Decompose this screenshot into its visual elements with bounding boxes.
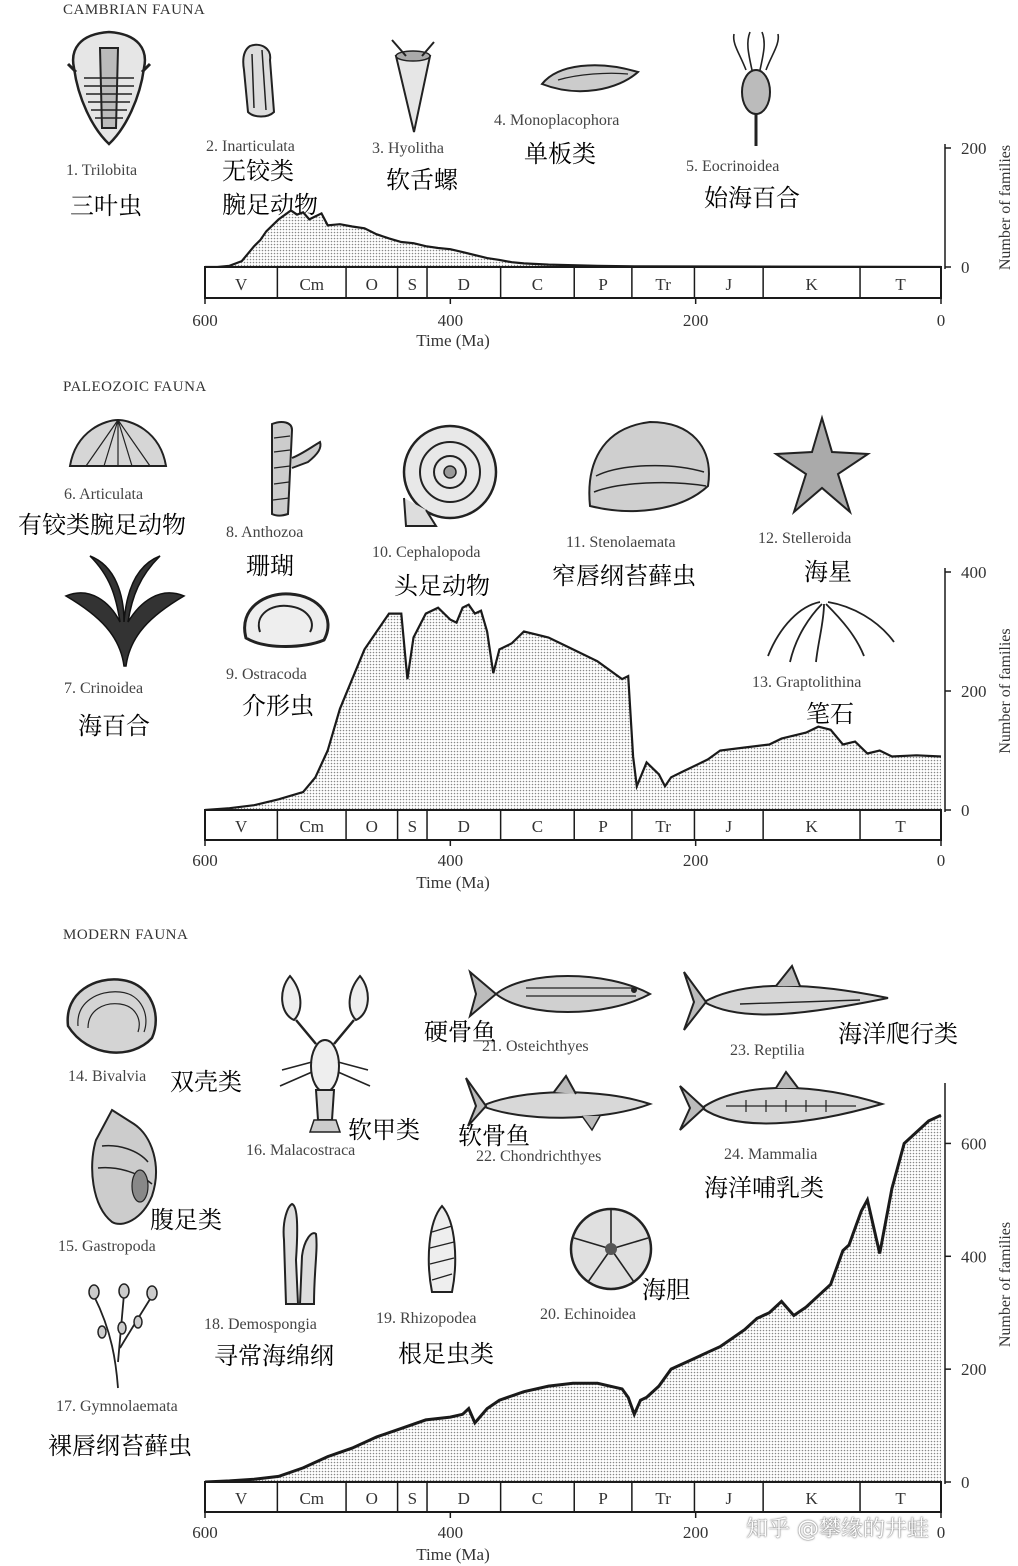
period-label: S xyxy=(407,817,418,836)
panel-title: MODERN FAUNA xyxy=(63,927,189,943)
y-tick-label: 200 xyxy=(961,139,987,158)
taxon-latin: 23. Reptilia xyxy=(730,1042,805,1059)
taxon-chinese: 软舌螺 xyxy=(386,166,458,194)
taxon-latin: 10. Cephalopoda xyxy=(372,544,481,561)
x-tick-label: 0 xyxy=(936,1523,946,1542)
y-axis-label: Number of families xyxy=(997,628,1014,754)
taxon-chinese: 双壳类 xyxy=(170,1068,242,1096)
panel-title: CAMBRIAN FAUNA xyxy=(63,2,206,18)
taxon-latin: 22. Chondrichthyes xyxy=(476,1148,602,1165)
period-label: K xyxy=(805,1489,818,1508)
taxon-latin: 1. Trilobita xyxy=(66,162,138,179)
period-label: K xyxy=(805,817,818,836)
taxon-chinese: 海洋哺乳类 xyxy=(704,1174,824,1202)
taxon-chinese: 海洋爬行类 xyxy=(838,1020,958,1048)
taxon-latin: 15. Gastropoda xyxy=(58,1238,156,1255)
taxon-chinese: 介形虫 xyxy=(242,692,314,720)
taxon-chinese: 寻常海绵纲 xyxy=(214,1342,334,1370)
taxon-chinese: 无铰类 腕足动物 xyxy=(222,157,318,219)
taxon-latin: 9. Ostracoda xyxy=(226,666,307,683)
taxon-latin: 8. Anthozoa xyxy=(226,524,304,541)
y-tick-label: 0 xyxy=(961,258,970,277)
taxon-latin: 6. Articulata xyxy=(64,486,144,503)
period-label: C xyxy=(531,817,544,836)
period-label: K xyxy=(805,275,818,294)
period-label: O xyxy=(365,817,378,836)
x-axis-label: Time (Ma) xyxy=(416,331,490,350)
y-axis-label: Number of families xyxy=(997,144,1014,271)
diversity-area xyxy=(205,1115,941,1482)
x-tick-label: 0 xyxy=(936,311,946,330)
taxon-latin: 24. Mammalia xyxy=(724,1146,818,1163)
taxon-latin: 20. Echinoidea xyxy=(540,1306,636,1323)
taxon-chinese: 裸唇纲苔藓虫 xyxy=(48,1432,192,1460)
x-tick-label: 0 xyxy=(936,851,946,870)
x-tick-label: 600 xyxy=(192,1523,218,1542)
period-label: D xyxy=(457,275,470,294)
period-label: D xyxy=(457,1489,470,1508)
x-tick-label: 400 xyxy=(437,311,464,330)
taxon-chinese: 海星 xyxy=(804,558,852,586)
period-label: Tr xyxy=(655,275,671,294)
period-label: V xyxy=(235,275,248,294)
taxon-latin: 21. Osteichthyes xyxy=(482,1038,589,1055)
taxon-chinese: 窄唇纲苔藓虫 xyxy=(552,562,696,590)
period-label: O xyxy=(365,275,378,294)
y-tick-label: 400 xyxy=(961,1247,987,1267)
taxon-latin: 14. Bivalvia xyxy=(68,1068,147,1085)
period-label: S xyxy=(407,275,418,294)
taxon-chinese: 硬骨鱼 xyxy=(424,1018,496,1046)
period-label: Cm xyxy=(299,275,325,294)
y-tick-label: 200 xyxy=(961,682,987,701)
x-tick-label: 400 xyxy=(437,1523,464,1542)
x-tick-label: 200 xyxy=(682,1523,709,1542)
period-label: J xyxy=(725,817,733,836)
taxon-latin: 2. Inarticulata xyxy=(206,138,295,155)
x-tick-label: 200 xyxy=(682,311,709,330)
taxon-latin: 16. Malacostraca xyxy=(246,1142,356,1159)
taxon-latin: 12. Stelleroida xyxy=(758,530,852,547)
taxon-chinese: 单板类 xyxy=(524,140,596,168)
taxon-latin: 7. Crinoidea xyxy=(64,680,144,697)
x-tick-label: 600 xyxy=(192,311,218,330)
period-label: S xyxy=(407,1489,418,1508)
period-label: T xyxy=(895,1489,906,1508)
taxon-chinese: 腹足类 xyxy=(150,1206,222,1234)
taxon-chinese: 海百合 xyxy=(78,712,150,740)
taxon-latin: 3. Hyolitha xyxy=(372,140,444,157)
taxon-latin: 4. Monoplacophora xyxy=(494,112,620,129)
period-label: O xyxy=(365,1489,378,1508)
taxon-latin: 19. Rhizopodea xyxy=(376,1310,477,1327)
period-label: Cm xyxy=(299,817,325,836)
period-label: Tr xyxy=(655,817,671,836)
taxon-chinese: 有铰类腕足动物 xyxy=(18,511,186,539)
taxon-chinese: 海胆 xyxy=(642,1276,690,1304)
period-label: J xyxy=(725,275,733,294)
x-axis-label: Time (Ma) xyxy=(416,1545,490,1564)
taxon-chinese: 始海百合 xyxy=(704,184,800,212)
period-label: P xyxy=(598,275,608,294)
period-label: Cm xyxy=(299,1489,325,1508)
panel-title: PALEOZOIC FAUNA xyxy=(63,379,207,395)
x-tick-label: 400 xyxy=(437,851,464,870)
y-tick-label: 600 xyxy=(961,1134,987,1154)
y-tick-label: 200 xyxy=(961,1360,987,1380)
period-label: J xyxy=(725,1489,733,1508)
period-label: C xyxy=(531,275,544,294)
taxon-chinese: 软甲类 xyxy=(348,1116,420,1144)
taxon-latin: 13. Graptolithina xyxy=(752,674,862,691)
period-label: D xyxy=(457,817,470,836)
taxon-chinese: 三叶虫 xyxy=(70,192,142,220)
diversity-area xyxy=(205,211,941,268)
diversity-area xyxy=(205,605,941,810)
x-tick-label: 600 xyxy=(192,851,218,870)
y-tick-label: 0 xyxy=(961,801,970,820)
y-tick-label: 0 xyxy=(961,1473,970,1492)
taxon-chinese: 根足虫类 xyxy=(398,1340,494,1368)
taxon-chinese: 笔石 xyxy=(806,700,854,728)
period-label: Tr xyxy=(655,1489,671,1508)
period-label: C xyxy=(531,1489,544,1508)
taxon-chinese: 软骨鱼 xyxy=(458,1122,530,1150)
x-tick-label: 200 xyxy=(682,851,709,870)
period-label: T xyxy=(895,817,906,836)
period-label: V xyxy=(235,817,248,836)
taxon-chinese: 头足动物 xyxy=(394,572,490,600)
taxon-latin: 5. Eocrinoidea xyxy=(686,158,780,175)
taxon-latin: 11. Stenolaemata xyxy=(566,534,676,551)
taxon-chinese: 珊瑚 xyxy=(246,552,294,580)
watermark: 知乎 @攀缘的井蛙 xyxy=(746,1517,929,1542)
period-label: V xyxy=(235,1489,248,1508)
period-label: P xyxy=(598,1489,608,1508)
y-tick-label: 400 xyxy=(961,563,987,582)
y-axis-label: Number of families xyxy=(997,1221,1014,1348)
x-axis-label: Time (Ma) xyxy=(416,873,490,892)
taxon-latin: 18. Demospongia xyxy=(204,1316,317,1333)
period-label: P xyxy=(598,817,608,836)
period-label: T xyxy=(895,275,906,294)
taxon-latin: 17. Gymnolaemata xyxy=(56,1398,178,1415)
